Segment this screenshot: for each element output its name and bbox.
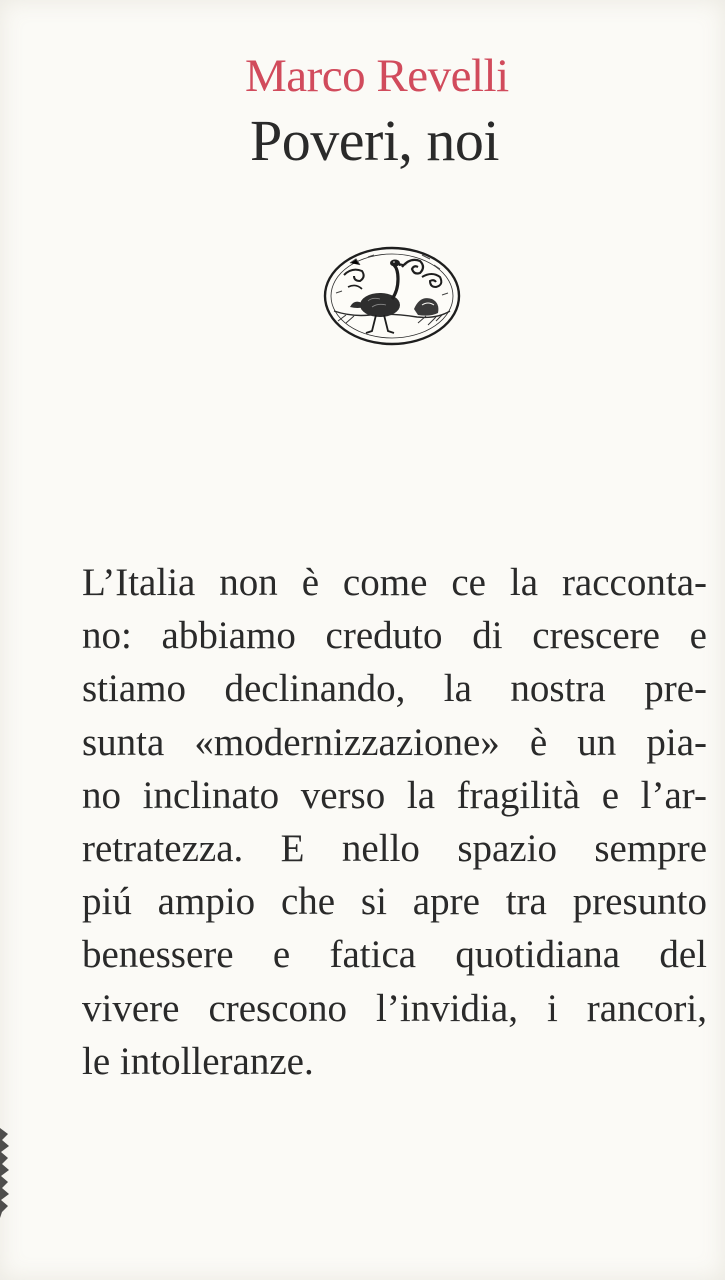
blurb-line: sunta «modernizzazione» è un pia- (82, 720, 707, 764)
author-name: Marco Revelli (245, 50, 509, 102)
spine-ornament-icon (0, 1128, 10, 1218)
blurb-line: le intolleranze. (82, 1039, 314, 1083)
blurb-line: no inclinato verso la fragilità e l’ar- (82, 773, 707, 817)
book-title: Poveri, noi (250, 108, 500, 173)
blurb-line: L’Italia non è come ce la racconta- (82, 561, 707, 604)
blurb-line: stiamo declinando, la nostra pre- (82, 667, 707, 711)
blurb-line: retratezza. E nello spazio sempre (82, 827, 707, 871)
blurb-line: no: abbiamo creduto di crescere e (82, 614, 707, 658)
blurb-line: vivere crescono l’invidia, i rancori, (82, 986, 707, 1030)
blurb-line: benessere e fatica quotidiana del (82, 933, 707, 977)
blurb-text (82, 556, 707, 1088)
ostrich-seal-icon (322, 245, 462, 347)
blurb-line: piú ampio che si apre tra presunto (82, 880, 707, 924)
